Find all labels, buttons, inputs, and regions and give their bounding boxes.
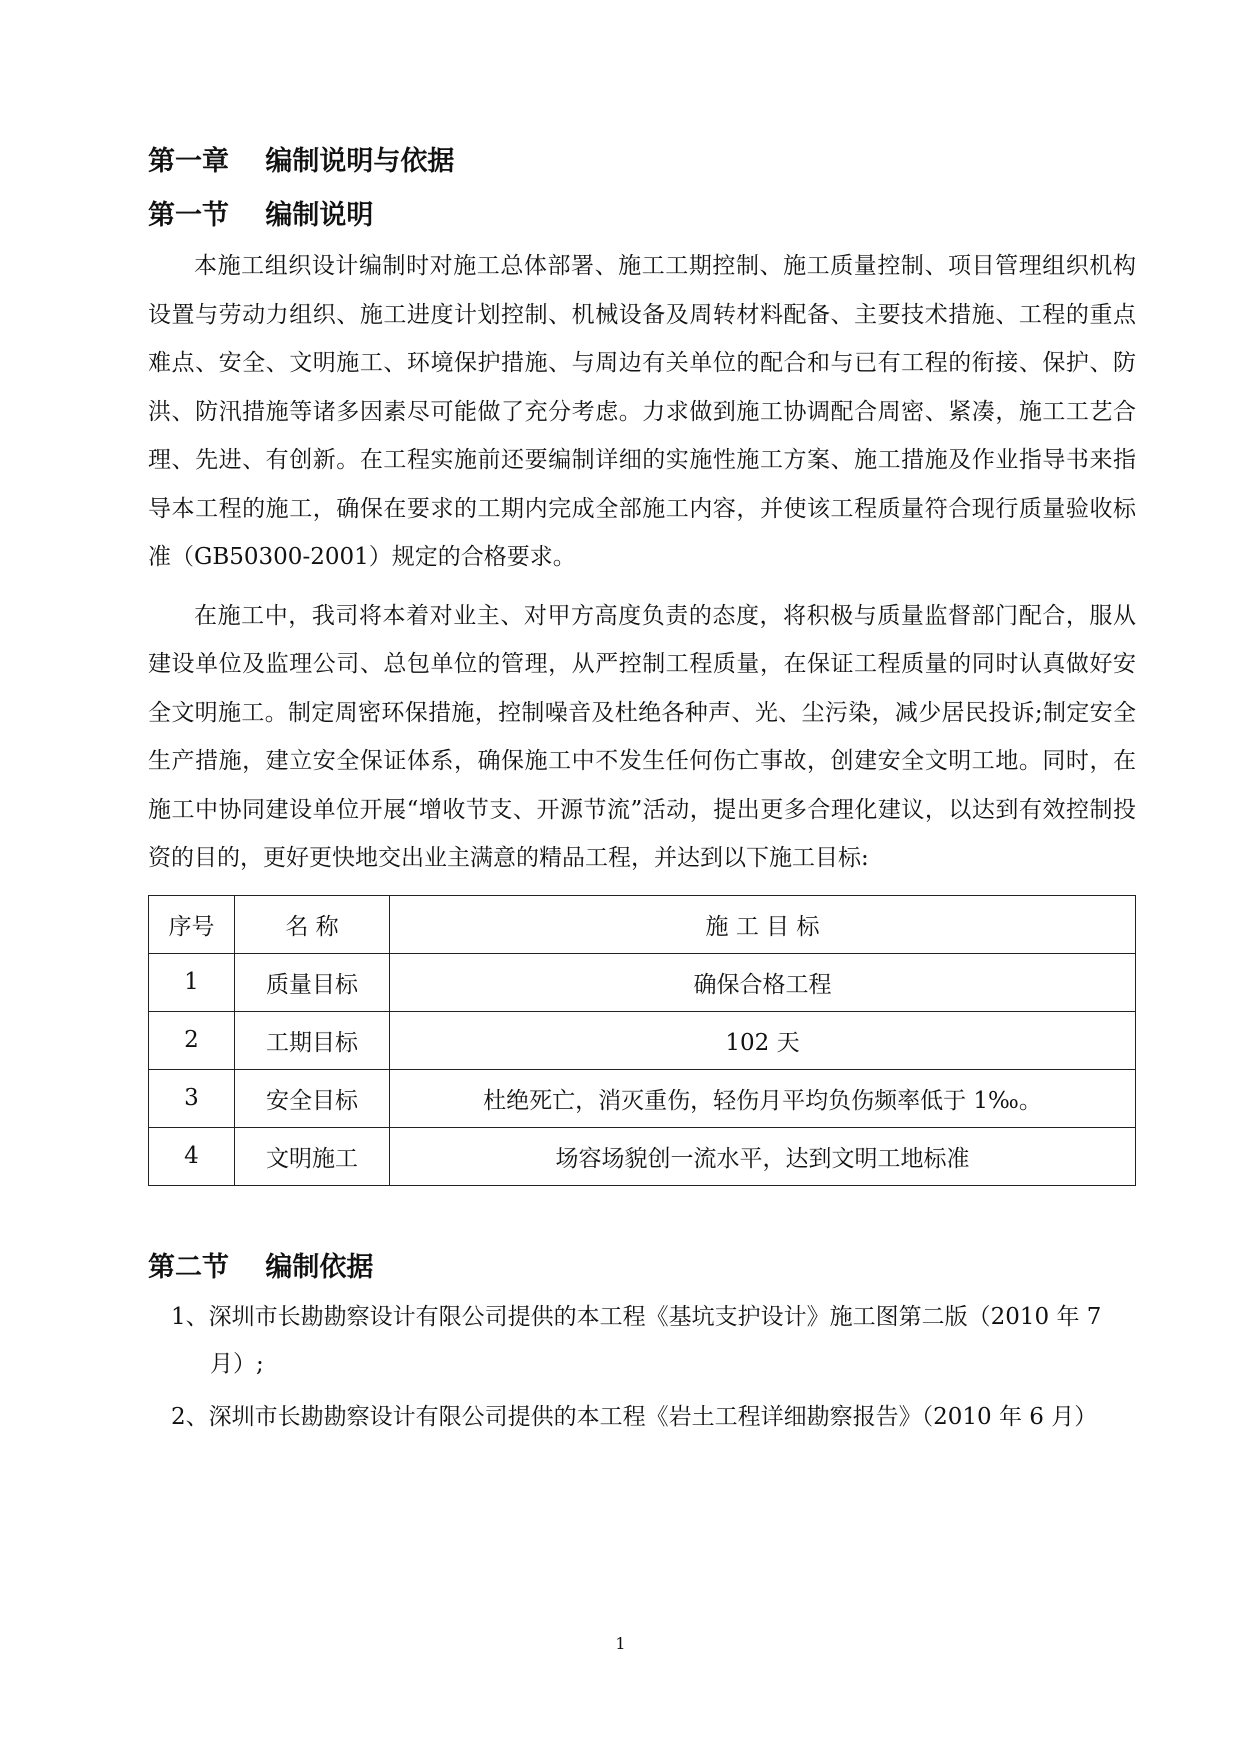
list-item: 2、深圳市长勘勘察设计有限公司提供的本工程《岩土工程详细勘察报告》（2010 年 6 月）	[171, 1403, 1098, 1430]
paragraph: 本施工组织设计编制时对施工总体部署、施工工期控制、施工质量控制、项目管理组织机构设置与劳动力组织、施工进度计划控制、机械设备及周转材料配备、主要技术措施、工程的重点难点、安全、文明施工、环境保护措施、与周边有关单位的配合和与已有工程的衔接、保护、防洪、防汛措施等诸多因素尽可能做了充分考虑。力求做到施工协调配合周密、紧凑，施工工艺合理、先进、有创新。在工程实施前还要编制详细的实施性施工方案、施工措施及作业指导书来指导本工程的施工，确保在要求的工期内完成全部施工内容，并使该工程质量符合现行质量验收标准（GB50300-2001）规定的合格要求。	[148, 253, 1136, 570]
cell-goal: 确保合格工程	[390, 953, 1136, 1011]
cell-name: 质量目标	[235, 953, 390, 1011]
cell-name: 工期目标	[235, 1011, 390, 1069]
section-title-explanation: 第一节 编制说明	[148, 200, 374, 231]
cell-goal: 杜绝死亡，消灭重伤，轻伤月平均负伤频率低于 1‰。	[390, 1069, 1136, 1127]
header-cell-goal: 施 工 目 标	[390, 895, 1136, 953]
cell-number: 1	[149, 953, 235, 1011]
table-row	[149, 1127, 1136, 1185]
header-cell-number: 序号	[149, 895, 235, 953]
page-number: 1	[615, 1634, 626, 1653]
table-row	[149, 953, 1136, 1011]
table-header-row	[149, 895, 1136, 953]
cell-number: 2	[149, 1011, 235, 1069]
table-row	[149, 1069, 1136, 1127]
paragraph: 在施工中，我司将本着对业主、对甲方高度负责的态度，将积极与质量监督部门配合，服从建设单位及监理公司、总包单位的管理，从严控制工程质量，在保证工程质量的同时认真做好安全文明施工。制定周密环保措施，控制噪音及杜绝各种声、光、尘污染，减少居民投诉;制定安全生产措施，建立安全保证体系，确保施工中不发生任何伤亡事故，创建安全文明工地。同时，在施工中协同建设单位开展“增收节支、开源节流”活动，提出更多合理化建议，以达到有效控制投资的目的，更好更快地交出业主满意的精品工程，并达到以下施工目标:	[148, 602, 1136, 871]
list-item: 1、深圳市长勘勘察设计有限公司提供的本工程《基坑支护设计》施工图第二版（2010 年 7 月）;	[171, 1303, 1102, 1377]
spacer	[148, 1186, 1136, 1248]
table-row	[149, 1011, 1136, 1069]
section-title-basis: 第二节 编制依据	[148, 1251, 374, 1283]
cell-goal: 102 天	[390, 1011, 1136, 1069]
cell-number: 4	[149, 1127, 235, 1185]
page-content	[148, 142, 1136, 1447]
basis-list	[148, 1294, 1136, 1441]
cell-goal: 场容场貌创一流水平，达到文明工地标准	[390, 1127, 1136, 1185]
header-cell-name: 名 称	[235, 895, 390, 953]
chapter-title: 第一章 编制说明与依据	[148, 146, 455, 177]
cell-name: 安全目标	[235, 1069, 390, 1127]
cell-name: 文明施工	[235, 1127, 390, 1185]
goals-table	[148, 895, 1136, 1186]
cell-number: 3	[149, 1069, 235, 1127]
